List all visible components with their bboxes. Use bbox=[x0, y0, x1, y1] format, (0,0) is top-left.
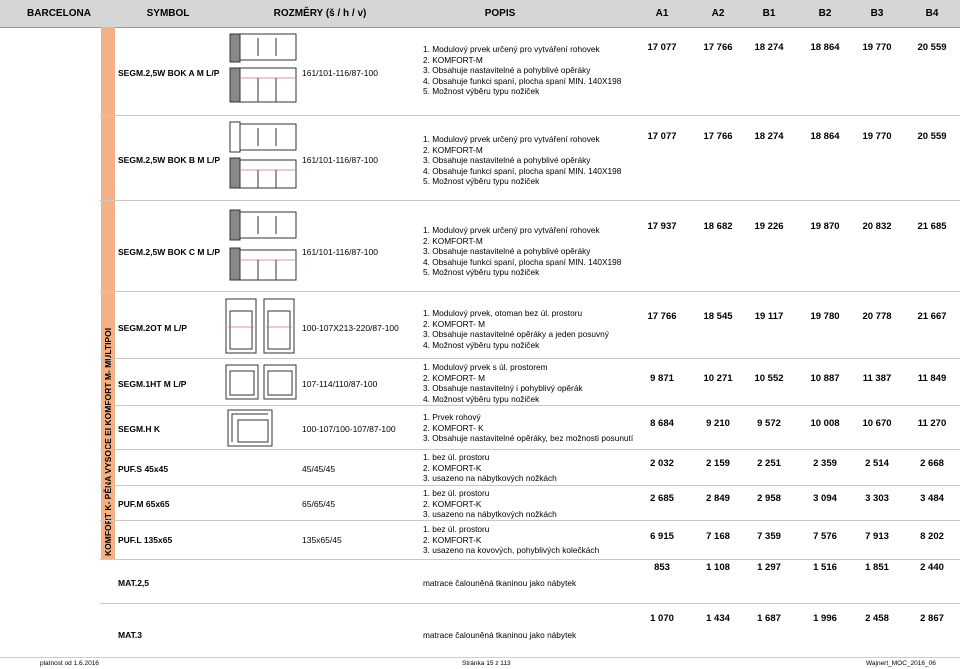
description-line: 3. Obsahuje nastavitelný i pohyblivý opěrák bbox=[423, 383, 583, 394]
description-line: 2. KOMFORT-K bbox=[423, 498, 482, 509]
price-b3: 2 458 bbox=[865, 613, 889, 624]
product-code: SEGM.2,5W BOK C M L/P bbox=[118, 247, 221, 257]
description-line: 4. Možnost výběru typu nožiček bbox=[423, 393, 540, 404]
price-b2: 19 870 bbox=[810, 221, 840, 232]
price-a1: 853 bbox=[654, 562, 670, 573]
product-description bbox=[423, 578, 576, 589]
price-a1: 1 070 bbox=[650, 613, 674, 624]
price-b1: 18 274 bbox=[754, 42, 784, 53]
description-line: 2. KOMFORT-K bbox=[423, 462, 482, 473]
header-col-b4: B4 bbox=[925, 8, 939, 19]
description-line: 3. usazeno na nábytkových nožkách bbox=[423, 509, 557, 520]
price-b2: 1 996 bbox=[813, 613, 837, 624]
row-divider bbox=[100, 291, 960, 292]
description-line: 5. Možnost výběru typu nožiček bbox=[423, 176, 540, 187]
price-a2: 18 545 bbox=[703, 311, 733, 322]
price-a2: 1 108 bbox=[706, 562, 730, 573]
price-b1: 1 687 bbox=[757, 613, 781, 624]
header-col-barcelona: BARCELONA bbox=[27, 8, 91, 19]
row-divider bbox=[100, 603, 960, 604]
price-b1: 2 958 bbox=[757, 493, 781, 504]
footer-page-number: Stránka 15 z 113 bbox=[462, 660, 511, 667]
description-line: 3. Obsahuje nastavitelné a pohyblivé opěráky bbox=[423, 65, 591, 76]
price-b1: 7 359 bbox=[757, 531, 781, 542]
description-line: 2. KOMFORT-M bbox=[423, 54, 483, 65]
description-line: 3. Obsahuje nastavitelné opěráky a jeden posuvný bbox=[423, 329, 609, 340]
description-line: 4. Obsahuje funkci spaní, plocha spaní MIN. 140X198 bbox=[423, 75, 622, 86]
product-code: PUF.M 65x65 bbox=[118, 499, 170, 509]
price-b2: 18 864 bbox=[810, 131, 840, 142]
product-dimensions: 107-114/110/87-100 bbox=[302, 379, 378, 389]
price-b3: 19 770 bbox=[862, 131, 892, 142]
row-divider bbox=[100, 520, 960, 521]
price-b1: 1 297 bbox=[757, 562, 781, 573]
product-description bbox=[423, 412, 633, 444]
description-line: 4. Obsahuje funkci spaní, plocha spaní MIN. 140X198 bbox=[423, 165, 622, 176]
product-description bbox=[423, 225, 621, 278]
price-b2: 18 864 bbox=[810, 42, 840, 53]
price-b3: 1 851 bbox=[865, 562, 889, 573]
row-divider bbox=[100, 449, 960, 450]
price-b2: 10 887 bbox=[810, 373, 840, 384]
description-line: 3. Obsahuje nastavitelné opěráky, bez možnosti posunutí bbox=[423, 433, 634, 444]
armchair-sketch bbox=[224, 361, 298, 403]
price-b4: 21 685 bbox=[917, 221, 947, 232]
description-line: 1. Modulový prvek určený pro vytváření rohovek bbox=[423, 44, 600, 54]
description-line: 2. KOMFORT-M bbox=[423, 144, 483, 155]
price-a2: 7 168 bbox=[706, 531, 730, 542]
header-col-b2: B2 bbox=[818, 8, 832, 19]
price-b3: 3 303 bbox=[865, 493, 889, 504]
footer-file-name: Wajnert_MOC_2016_06 bbox=[866, 660, 936, 667]
header-col-a1: A1 bbox=[655, 8, 669, 19]
price-a1: 9 871 bbox=[650, 373, 674, 384]
price-b3: 20 778 bbox=[862, 311, 892, 322]
price-b3: 7 913 bbox=[865, 531, 889, 542]
description-line: 5. Možnost výběru typu nožiček bbox=[423, 267, 540, 278]
price-a1: 8 684 bbox=[650, 418, 674, 429]
price-a2: 2 849 bbox=[706, 493, 730, 504]
price-a2: 1 434 bbox=[706, 613, 730, 624]
row-divider bbox=[100, 559, 960, 560]
price-b4: 2 668 bbox=[920, 458, 944, 469]
price-b4: 11 270 bbox=[917, 418, 947, 429]
product-dimensions: 100-107/100-107/87-100 bbox=[302, 424, 396, 434]
row-divider bbox=[100, 115, 960, 116]
price-b3: 11 387 bbox=[862, 373, 892, 384]
price-b4: 11 849 bbox=[917, 373, 947, 384]
product-description bbox=[423, 308, 609, 350]
product-code: SEGM.2OT M L/P bbox=[118, 323, 187, 333]
price-a1: 2 032 bbox=[650, 458, 674, 469]
price-a2: 17 766 bbox=[703, 131, 733, 142]
category-label: KOMFORT K- PĚNA VYSOCE EI KOMFORT M- MULTIPOI bbox=[103, 327, 113, 556]
header-col-b3: B3 bbox=[870, 8, 884, 19]
price-b3: 2 514 bbox=[865, 458, 889, 469]
row-divider bbox=[100, 358, 960, 359]
description-line: 1. bez úl. prostoru bbox=[423, 488, 490, 498]
description-line: 1. Modulový prvek s úl. prostorem bbox=[423, 362, 548, 372]
price-b2: 3 094 bbox=[813, 493, 837, 504]
product-dimensions: 65/65/45 bbox=[302, 499, 336, 509]
price-b2: 7 576 bbox=[813, 531, 837, 542]
product-description bbox=[423, 488, 557, 520]
price-b3: 20 832 bbox=[862, 221, 892, 232]
description-line: 1. Modulový prvek, otoman bez úl. prostoru bbox=[423, 308, 583, 318]
price-a1: 17 766 bbox=[647, 311, 677, 322]
price-b2: 10 008 bbox=[810, 418, 840, 429]
product-description bbox=[423, 630, 576, 641]
product-dimensions: 135x65/45 bbox=[302, 535, 342, 545]
description-line: 1. Modulový prvek určený pro vytváření rohovek bbox=[423, 225, 600, 235]
description-line: 2. KOMFORT- M bbox=[423, 372, 486, 383]
sofa-module-sketch bbox=[228, 120, 300, 192]
row-divider bbox=[100, 405, 960, 406]
price-b4: 3 484 bbox=[920, 493, 944, 504]
description-line: 1. Modulový prvek určený pro vytváření rohovek bbox=[423, 134, 600, 144]
otoman-sketch bbox=[224, 297, 298, 355]
price-a2: 2 159 bbox=[706, 458, 730, 469]
product-code: SEGM.2,5W BOK A M L/P bbox=[118, 68, 220, 78]
header-col-a2: A2 bbox=[711, 8, 725, 19]
price-a2: 18 682 bbox=[703, 221, 733, 232]
header-col-dimensions: ROZMĚRY (š / h / v) bbox=[273, 8, 367, 19]
price-a2: 17 766 bbox=[703, 42, 733, 53]
price-b4: 2 440 bbox=[920, 562, 944, 573]
price-b1: 2 251 bbox=[757, 458, 781, 469]
price-b4: 20 559 bbox=[917, 131, 947, 142]
price-b1: 18 274 bbox=[754, 131, 784, 142]
row-divider bbox=[100, 485, 960, 486]
price-a2: 10 271 bbox=[703, 373, 733, 384]
description-line: 3. usazeno na kovových, pohyblivých kolečkách bbox=[423, 545, 600, 556]
header-col-description: POPIS bbox=[484, 8, 516, 19]
description-line: 3. Obsahuje nastavitelné a pohyblivé opěráky bbox=[423, 155, 591, 166]
price-b4: 2 867 bbox=[920, 613, 944, 624]
price-b2: 2 359 bbox=[813, 458, 837, 469]
price-a1: 2 685 bbox=[650, 493, 674, 504]
sofa-module-sketch bbox=[228, 208, 300, 284]
price-a1: 17 077 bbox=[647, 131, 677, 142]
price-b2: 19 780 bbox=[810, 311, 840, 322]
description-line: 4. Obsahuje funkci spaní, plocha spaní MIN. 140X198 bbox=[423, 256, 622, 267]
price-b1: 19 226 bbox=[754, 221, 784, 232]
product-code: MAT.3 bbox=[118, 630, 142, 640]
price-b1: 9 572 bbox=[757, 418, 781, 429]
product-code: PUF.L 135x65 bbox=[118, 535, 173, 545]
sofa-module-sketch bbox=[228, 32, 300, 104]
price-b1: 10 552 bbox=[754, 373, 784, 384]
header-col-b1: B1 bbox=[762, 8, 776, 19]
corner-element-sketch bbox=[226, 408, 276, 448]
footer-divider bbox=[0, 657, 960, 658]
product-dimensions: 45/45/45 bbox=[302, 464, 336, 474]
price-b4: 21 667 bbox=[917, 311, 947, 322]
description-line: 2. KOMFORT- K bbox=[423, 422, 484, 433]
description-line: matrace čalouněná tkaninou jako nábytek bbox=[423, 630, 577, 640]
product-dimensions: 161/101-116/87-100 bbox=[302, 155, 378, 165]
description-line: 1. bez úl. prostoru bbox=[423, 524, 490, 534]
product-code: PUF.S 45x45 bbox=[118, 464, 169, 474]
product-dimensions: 100-107X213-220/87-100 bbox=[302, 323, 399, 333]
product-code: SEGM.H K bbox=[118, 424, 161, 434]
product-code: MAT.2,5 bbox=[118, 578, 150, 588]
description-line: 1. Prvek rohový bbox=[423, 412, 481, 422]
price-a2: 9 210 bbox=[706, 418, 730, 429]
product-description bbox=[423, 362, 583, 404]
header-col-symbol: SYMBOL bbox=[146, 8, 190, 19]
product-code: SEGM.1HT M L/P bbox=[118, 379, 187, 389]
description-line: 4. Možnost výběru typu nožiček bbox=[423, 339, 540, 350]
price-b2: 1 516 bbox=[813, 562, 837, 573]
table-header bbox=[0, 0, 960, 28]
description-line: 2. KOMFORT- M bbox=[423, 318, 486, 329]
price-a1: 17 077 bbox=[647, 42, 677, 53]
description-line: 2. KOMFORT-K bbox=[423, 534, 482, 545]
price-a1: 17 937 bbox=[647, 221, 677, 232]
product-description bbox=[423, 452, 557, 484]
product-description bbox=[423, 524, 599, 556]
product-dimensions: 161/101-116/87-100 bbox=[302, 68, 378, 78]
row-divider bbox=[100, 200, 960, 201]
description-line: 5. Možnost výběru typu nožiček bbox=[423, 86, 540, 97]
price-b3: 19 770 bbox=[862, 42, 892, 53]
description-line: 2. KOMFORT-M bbox=[423, 235, 483, 246]
footer-validity: platnost od 1.6.2016 bbox=[40, 660, 99, 667]
price-b1: 19 117 bbox=[754, 311, 784, 322]
product-description bbox=[423, 134, 621, 187]
description-line: 3. Obsahuje nastavitelné a pohyblivé opěráky bbox=[423, 246, 591, 257]
price-b4: 8 202 bbox=[920, 531, 944, 542]
price-b4: 20 559 bbox=[917, 42, 947, 53]
description-line: 1. bez úl. prostoru bbox=[423, 452, 490, 462]
price-b3: 10 670 bbox=[862, 418, 892, 429]
description-line: 3. usazeno na nábytkových nožkách bbox=[423, 473, 557, 484]
price-a1: 6 915 bbox=[650, 531, 674, 542]
product-dimensions: 161/101-116/87-100 bbox=[302, 247, 378, 257]
product-code: SEGM.2,5W BOK B M L/P bbox=[118, 155, 221, 165]
product-description bbox=[423, 44, 621, 97]
description-line: matrace čalouněná tkaninou jako nábytek bbox=[423, 578, 577, 588]
